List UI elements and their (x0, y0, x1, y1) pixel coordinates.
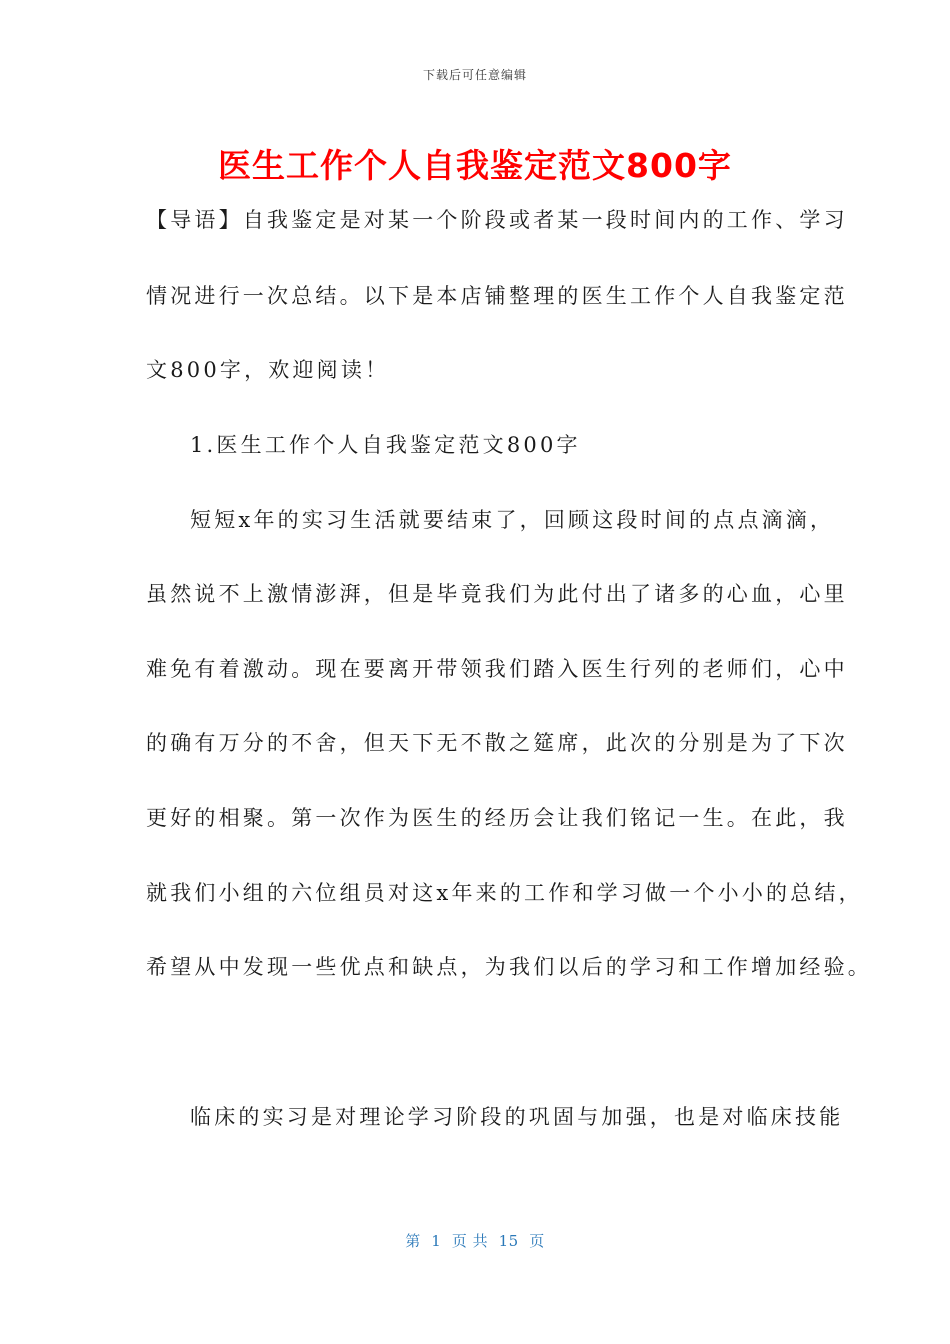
intro-line-1: 【导语】自我鉴定是对某一个阶段或者某一段时间内的工作、学习 (146, 208, 848, 232)
body1-line-1: 短短x年的实习生活就要结束了，回顾这段时间的点点滴滴， (190, 508, 835, 532)
document-title: 医生工作个人自我鉴定范文800字 (218, 146, 732, 185)
section-heading: 1.医生工作个人自我鉴定范文800字 (190, 433, 581, 457)
body1-line-5: 更好的相聚。第一次作为医生的经历会让我们铭记一生。在此，我 (146, 806, 848, 830)
header-note: 下载后可任意编辑 (422, 68, 527, 82)
body1-line-3: 难免有着激动。现在要离开带领我们踏入医生行列的老师们，心中 (146, 657, 848, 681)
body1-line-2: 虽然说不上激情澎湃，但是毕竟我们为此付出了诸多的心血，心里 (146, 582, 848, 606)
body1-line-4: 的确有万分的不舍，但天下无不散之筵席，此次的分别是为了下次 (146, 731, 848, 755)
body1-line-7: 希望从中发现一些优点和缺点，为我们以后的学习和工作增加经验。 (146, 955, 872, 979)
body1-line-6: 就我们小组的六位组员对这x年来的工作和学习做一个小小的总结， (146, 881, 863, 905)
body2-line-1: 临床的实习是对理论学习阶段的巩固与加强，也是对临床技能 (190, 1105, 844, 1129)
intro-line-3: 文800字，欢迎阅读！ (146, 358, 390, 382)
page-footer: 第 1 页 共 15 页 (405, 1232, 545, 1250)
intro-line-2: 情况进行一次总结。以下是本店铺整理的医生工作个人自我鉴定范 (146, 284, 848, 308)
